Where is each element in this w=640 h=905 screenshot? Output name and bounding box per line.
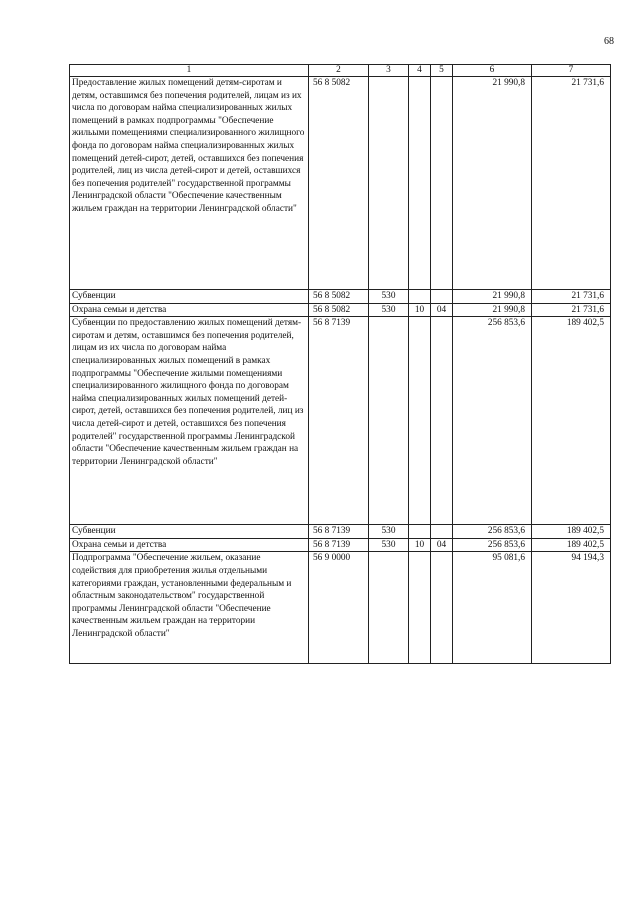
row-name: Субвенции bbox=[70, 290, 309, 304]
row-code: 56 8 5082 bbox=[309, 303, 369, 317]
row-code: 56 8 7139 bbox=[309, 525, 369, 539]
table-row bbox=[70, 77, 611, 290]
row-col3: 530 bbox=[369, 303, 409, 317]
row-col3 bbox=[369, 77, 409, 290]
row-code: 56 8 5082 bbox=[309, 77, 369, 290]
row-value-7: 21 731,6 bbox=[532, 290, 611, 304]
table-row bbox=[70, 552, 611, 664]
row-col3: 530 bbox=[369, 525, 409, 539]
row-name: Субвенции по предоставлению жилых помещений детям-сиротам и детям, оставшимся без попечения родителей, лицам из их числа по договорам найма специализированных жилых помещений в рамках подпрограммы "Обеспечение жилыми помещениями специализированного жилищного фонда по договорам найма специализированных жилых помещений детей-сирот, детей, оставшихся без попечения родителей, лиц из числа детей-сирот и детей, оставшихся без попечения родителей" государственной программы Ленинградской области "Обеспечение качественным жильем граждан на территории Ленинградской области" bbox=[70, 317, 309, 525]
row-value-7: 94 194,3 bbox=[532, 552, 611, 664]
header-cell: 5 bbox=[431, 65, 453, 77]
row-value-6: 21 990,8 bbox=[453, 303, 532, 317]
row-value-7: 189 402,5 bbox=[532, 317, 611, 525]
row-name: Предоставление жилых помещений детям-сиротам и детям, оставшимся без попечения родителей, лицам из их числа по договорам найма специализированных жилых помещений в рамках подпрограммы "Обеспечение жильыми помещениями специализированного жилищного фонда по договорам найма специализированных жилых помещений детей-сирот, детей, оставшихся без попечения родителей, лиц из числа детей-сирот и детей, оставшихся без попечения родителей" государственной программы Ленинградской области "Обеспечение качественным жильем граждан на территории Ленинградской области" bbox=[70, 77, 309, 290]
budget-table bbox=[69, 64, 611, 664]
header-cell: 1 bbox=[70, 65, 309, 77]
row-code: 56 9 0000 bbox=[309, 552, 369, 664]
header-cell: 3 bbox=[369, 65, 409, 77]
row-col4 bbox=[409, 290, 431, 304]
header-cell: 6 bbox=[453, 65, 532, 77]
row-value-6: 256 853,6 bbox=[453, 525, 532, 539]
row-col3 bbox=[369, 552, 409, 664]
row-col4 bbox=[409, 552, 431, 664]
table-row bbox=[70, 317, 611, 525]
row-col4 bbox=[409, 525, 431, 539]
row-value-6: 95 081,6 bbox=[453, 552, 532, 664]
row-col5 bbox=[431, 552, 453, 664]
header-cell: 4 bbox=[409, 65, 431, 77]
row-code: 56 8 7139 bbox=[309, 317, 369, 525]
row-col3: 530 bbox=[369, 538, 409, 552]
row-code: 56 8 7139 bbox=[309, 538, 369, 552]
table-row bbox=[70, 525, 611, 539]
row-code: 56 8 5082 bbox=[309, 290, 369, 304]
row-col5: 04 bbox=[431, 303, 453, 317]
row-col4: 10 bbox=[409, 303, 431, 317]
table-row bbox=[70, 538, 611, 552]
row-col4 bbox=[409, 77, 431, 290]
row-value-7: 189 402,5 bbox=[532, 538, 611, 552]
row-value-7: 189 402,5 bbox=[532, 525, 611, 539]
page-number: 68 bbox=[604, 36, 614, 47]
header-cell: 7 bbox=[532, 65, 611, 77]
row-name: Субвенции bbox=[70, 525, 309, 539]
row-col3: 530 bbox=[369, 290, 409, 304]
row-name: Подпрограмма "Обеспечение жильем, оказание содействия для приобретения жилья отдельными категориями граждан, установленными федеральным и областным законодательством" государственной программы Ленинградской области "Обеспечение качественным жильем граждан на территории Ленинградской области" bbox=[70, 552, 309, 664]
row-name: Охрана семьи и детства bbox=[70, 303, 309, 317]
row-value-6: 256 853,6 bbox=[453, 538, 532, 552]
row-value-6: 256 853,6 bbox=[453, 317, 532, 525]
row-col5 bbox=[431, 290, 453, 304]
row-col4: 10 bbox=[409, 538, 431, 552]
row-value-7: 21 731,6 bbox=[532, 303, 611, 317]
row-name: Охрана семьи и детства bbox=[70, 538, 309, 552]
row-col3 bbox=[369, 317, 409, 525]
row-value-7: 21 731,6 bbox=[532, 77, 611, 290]
row-col5 bbox=[431, 525, 453, 539]
table-row bbox=[70, 303, 611, 317]
row-col4 bbox=[409, 317, 431, 525]
row-col5 bbox=[431, 317, 453, 525]
header-cell: 2 bbox=[309, 65, 369, 77]
row-value-6: 21 990,8 bbox=[453, 290, 532, 304]
table-row bbox=[70, 290, 611, 304]
row-col5 bbox=[431, 77, 453, 290]
row-value-6: 21 990,8 bbox=[453, 77, 532, 290]
header-row bbox=[70, 65, 611, 77]
row-col5: 04 bbox=[431, 538, 453, 552]
